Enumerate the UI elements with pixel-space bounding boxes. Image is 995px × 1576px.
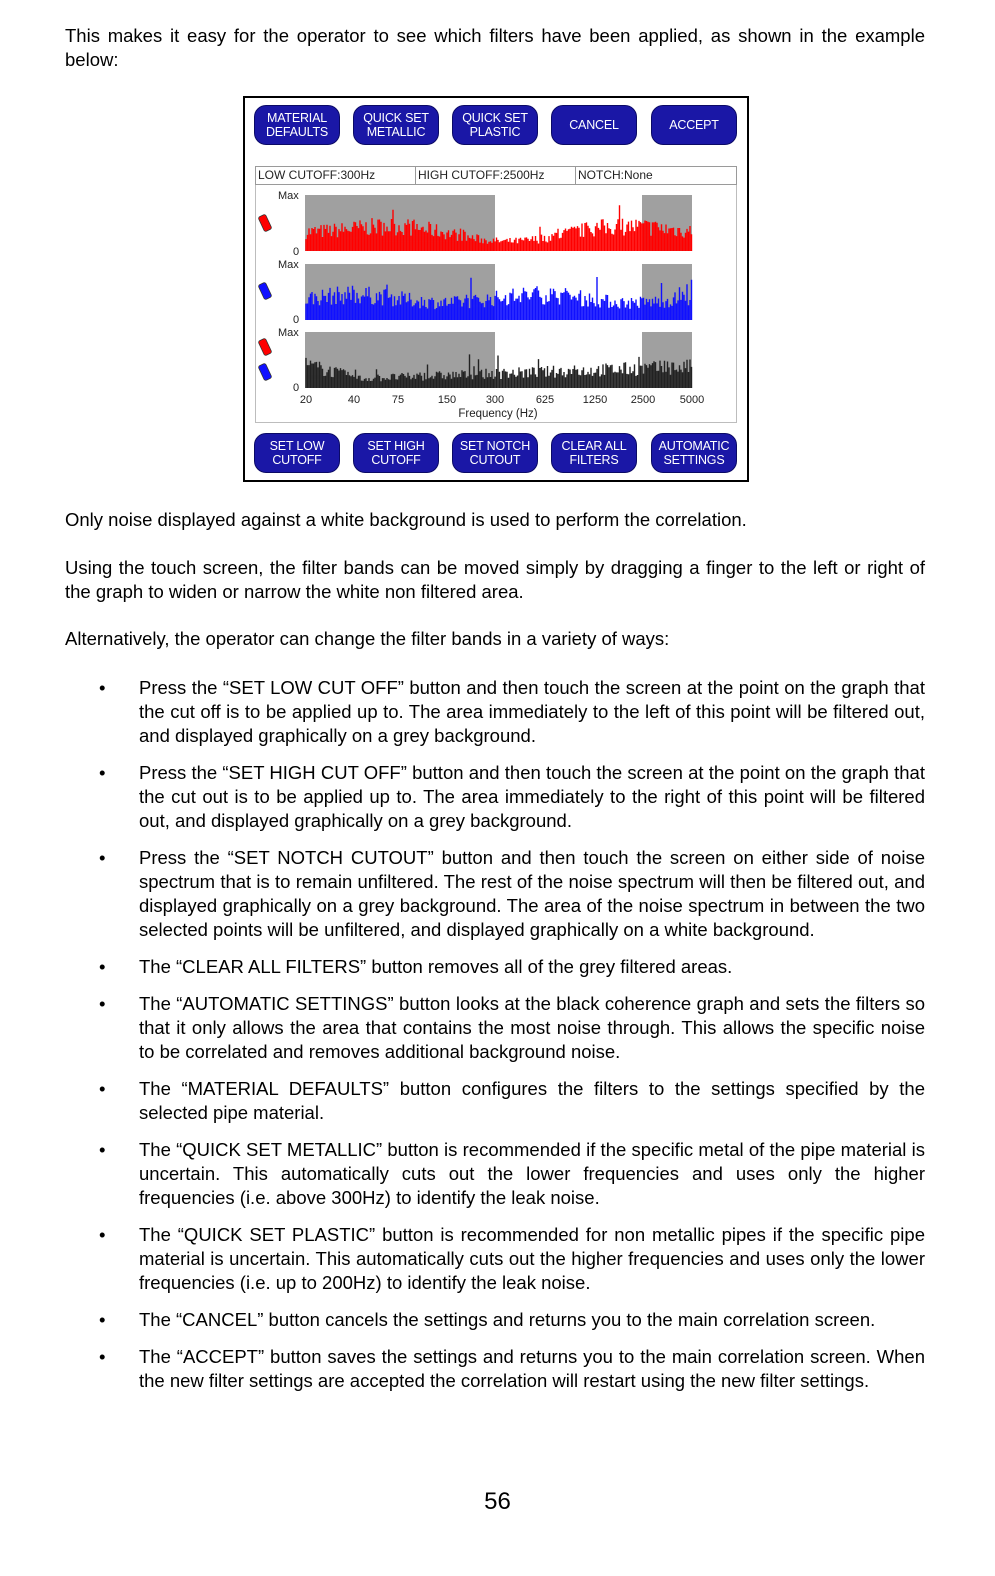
bullet-dot: • [99, 1224, 106, 1245]
cancel-button[interactable]: CANCEL [551, 105, 637, 145]
blue-zero-label: 0 [293, 314, 300, 326]
list-item [65, 676, 925, 748]
para-touch-screen: Using the touch screen, the filter bands can be moved simply by dragging a finger to the left or right of the graph to widen or narrow the white non filtered area. [65, 557, 925, 602]
set-low-cutoff-button[interactable]: SET LOW CUTOFF [254, 433, 340, 473]
list-item-text: The “QUICK SET PLASTIC” button is recommended for non metallic pipes if the specific pipe material is uncertain. This automatically cuts out the higher frequencies and uses only the lower frequencies (i.e. up to 200Hz) to identify the leak noise. [139, 1224, 925, 1293]
notch-label: NOTCH:None [578, 168, 653, 182]
list-item-text: The “AUTOMATIC SETTINGS” button looks at the black coherence graph and sets the filters so that it only allows the area that contains the most noise through. This allows the specific noise to be correlated and removes additional background noise. [139, 993, 925, 1062]
coherence-max-label: Max [278, 327, 299, 339]
bullet-dot: • [99, 677, 106, 698]
bullet-dot: • [99, 847, 106, 868]
list-item [65, 955, 925, 979]
blue-sensor-icon [258, 282, 272, 300]
coherence-zero-label: 0 [293, 382, 300, 394]
list-item [65, 1223, 925, 1295]
x-tick-5000: 5000 [679, 394, 705, 406]
set-notch-cutout-button[interactable]: SET NOTCH CUTOUT [452, 433, 538, 473]
x-axis-label: Frequency (Hz) [458, 408, 538, 420]
bullet-dot: • [99, 1139, 106, 1160]
red-sensor-icon [258, 214, 272, 232]
x-tick-300: 300 [485, 394, 505, 406]
page-number: 56 [484, 1488, 511, 1515]
x-tick-2500: 2500 [630, 394, 656, 406]
list-item [65, 1308, 925, 1332]
accept-button[interactable]: ACCEPT [651, 105, 737, 145]
bullet-dot: • [99, 956, 106, 977]
bullet-dot: • [99, 1309, 106, 1330]
material-defaults-button[interactable]: MATERIAL DEFAULTS [254, 105, 340, 145]
para-alternatively: Alternatively, the operator can change the filter bands in a variety of ways: [65, 628, 670, 649]
list-item-text: Press the “SET LOW CUT OFF” button and then touch the screen at the point on the graph that the cut off is to be applied up to. The area immediately to the left of this point will be filtered out, and displayed graphically on a grey background. [139, 677, 925, 746]
list-item-text: The “MATERIAL DEFAULTS” button configures the filters to the settings specified by the selected pipe material. [139, 1078, 925, 1123]
bullet-dot: • [99, 993, 106, 1014]
list-item [65, 1345, 925, 1393]
clear-all-filters-button[interactable]: CLEAR ALL FILTERS [551, 433, 637, 473]
x-tick-150: 150 [437, 394, 457, 406]
filter-screen-figure [243, 96, 749, 482]
x-tick-20: 20 [299, 394, 313, 406]
automatic-settings-button[interactable]: AUTOMATIC SETTINGS [651, 433, 737, 473]
high-cutoff-label: HIGH CUTOFF:2500Hz [416, 167, 576, 184]
spectrum-graphs[interactable] [245, 98, 747, 480]
x-tick-40: 40 [347, 394, 361, 406]
list-item [65, 1138, 925, 1210]
red-zero-label: 0 [293, 246, 300, 258]
intro-paragraph: This makes it easy for the operator to see which filters have been applied, as shown in the example below: [65, 25, 925, 70]
red-blue-sensors-icon [258, 338, 272, 381]
list-item [65, 761, 925, 833]
list-item-text: The “CANCEL” button cancels the settings and returns you to the main correlation screen. [139, 1309, 876, 1330]
para-white-background: Only noise displayed against a white background is used to perform the correlation. [65, 509, 747, 530]
x-tick-75: 75 [391, 394, 405, 406]
red-max-label: Max [278, 190, 299, 202]
low-cutoff-label: LOW CUTOFF:300Hz [256, 167, 416, 184]
blue-max-label: Max [278, 259, 299, 271]
set-high-cutoff-button[interactable]: SET HIGH CUTOFF [353, 433, 439, 473]
list-item-text: Press the “SET HIGH CUT OFF” button and then touch the screen at the point on the graph that the cut out is to be applied up to. The area immediately to the right of this point will be filtered out, and displayed graphically on a grey background. [139, 762, 925, 831]
bullet-dot: • [99, 762, 106, 783]
quick-set-metallic-button[interactable]: QUICK SET METALLIC [353, 105, 439, 145]
bullet-list [65, 676, 925, 1406]
list-item [65, 992, 925, 1064]
list-item-text: The “ACCEPT” button saves the settings and returns you to the main correlation screen. When the new filter settings are accepted the correlation will restart using the new filter settings. [139, 1346, 925, 1391]
quick-set-plastic-button[interactable]: QUICK SET PLASTIC [452, 105, 538, 145]
x-tick-625: 625 [535, 394, 555, 406]
bullet-dot: • [99, 1346, 106, 1367]
list-item [65, 846, 925, 942]
list-item [65, 1077, 925, 1125]
list-item-text: The “QUICK SET METALLIC” button is recommended if the specific metal of the pipe material is uncertain. This automatically cuts out the lower frequencies and uses only the higher frequencies (i.e. above 300Hz) to identify the leak noise. [139, 1139, 925, 1208]
bullet-dot: • [99, 1078, 106, 1099]
list-item-text: The “CLEAR ALL FILTERS” button removes all of the grey filtered areas. [139, 956, 733, 977]
x-tick-1250: 1250 [582, 394, 608, 406]
list-item-text: Press the “SET NOTCH CUTOUT” button and then touch the screen on either side of noise spectrum that is to remain unfiltered. The rest of the noise spectrum will then be filtered out, and displayed graphically on a grey background. The area of the noise spectrum in between the two selected points will be unfiltered, and displayed graphically on a white background. [139, 847, 925, 940]
